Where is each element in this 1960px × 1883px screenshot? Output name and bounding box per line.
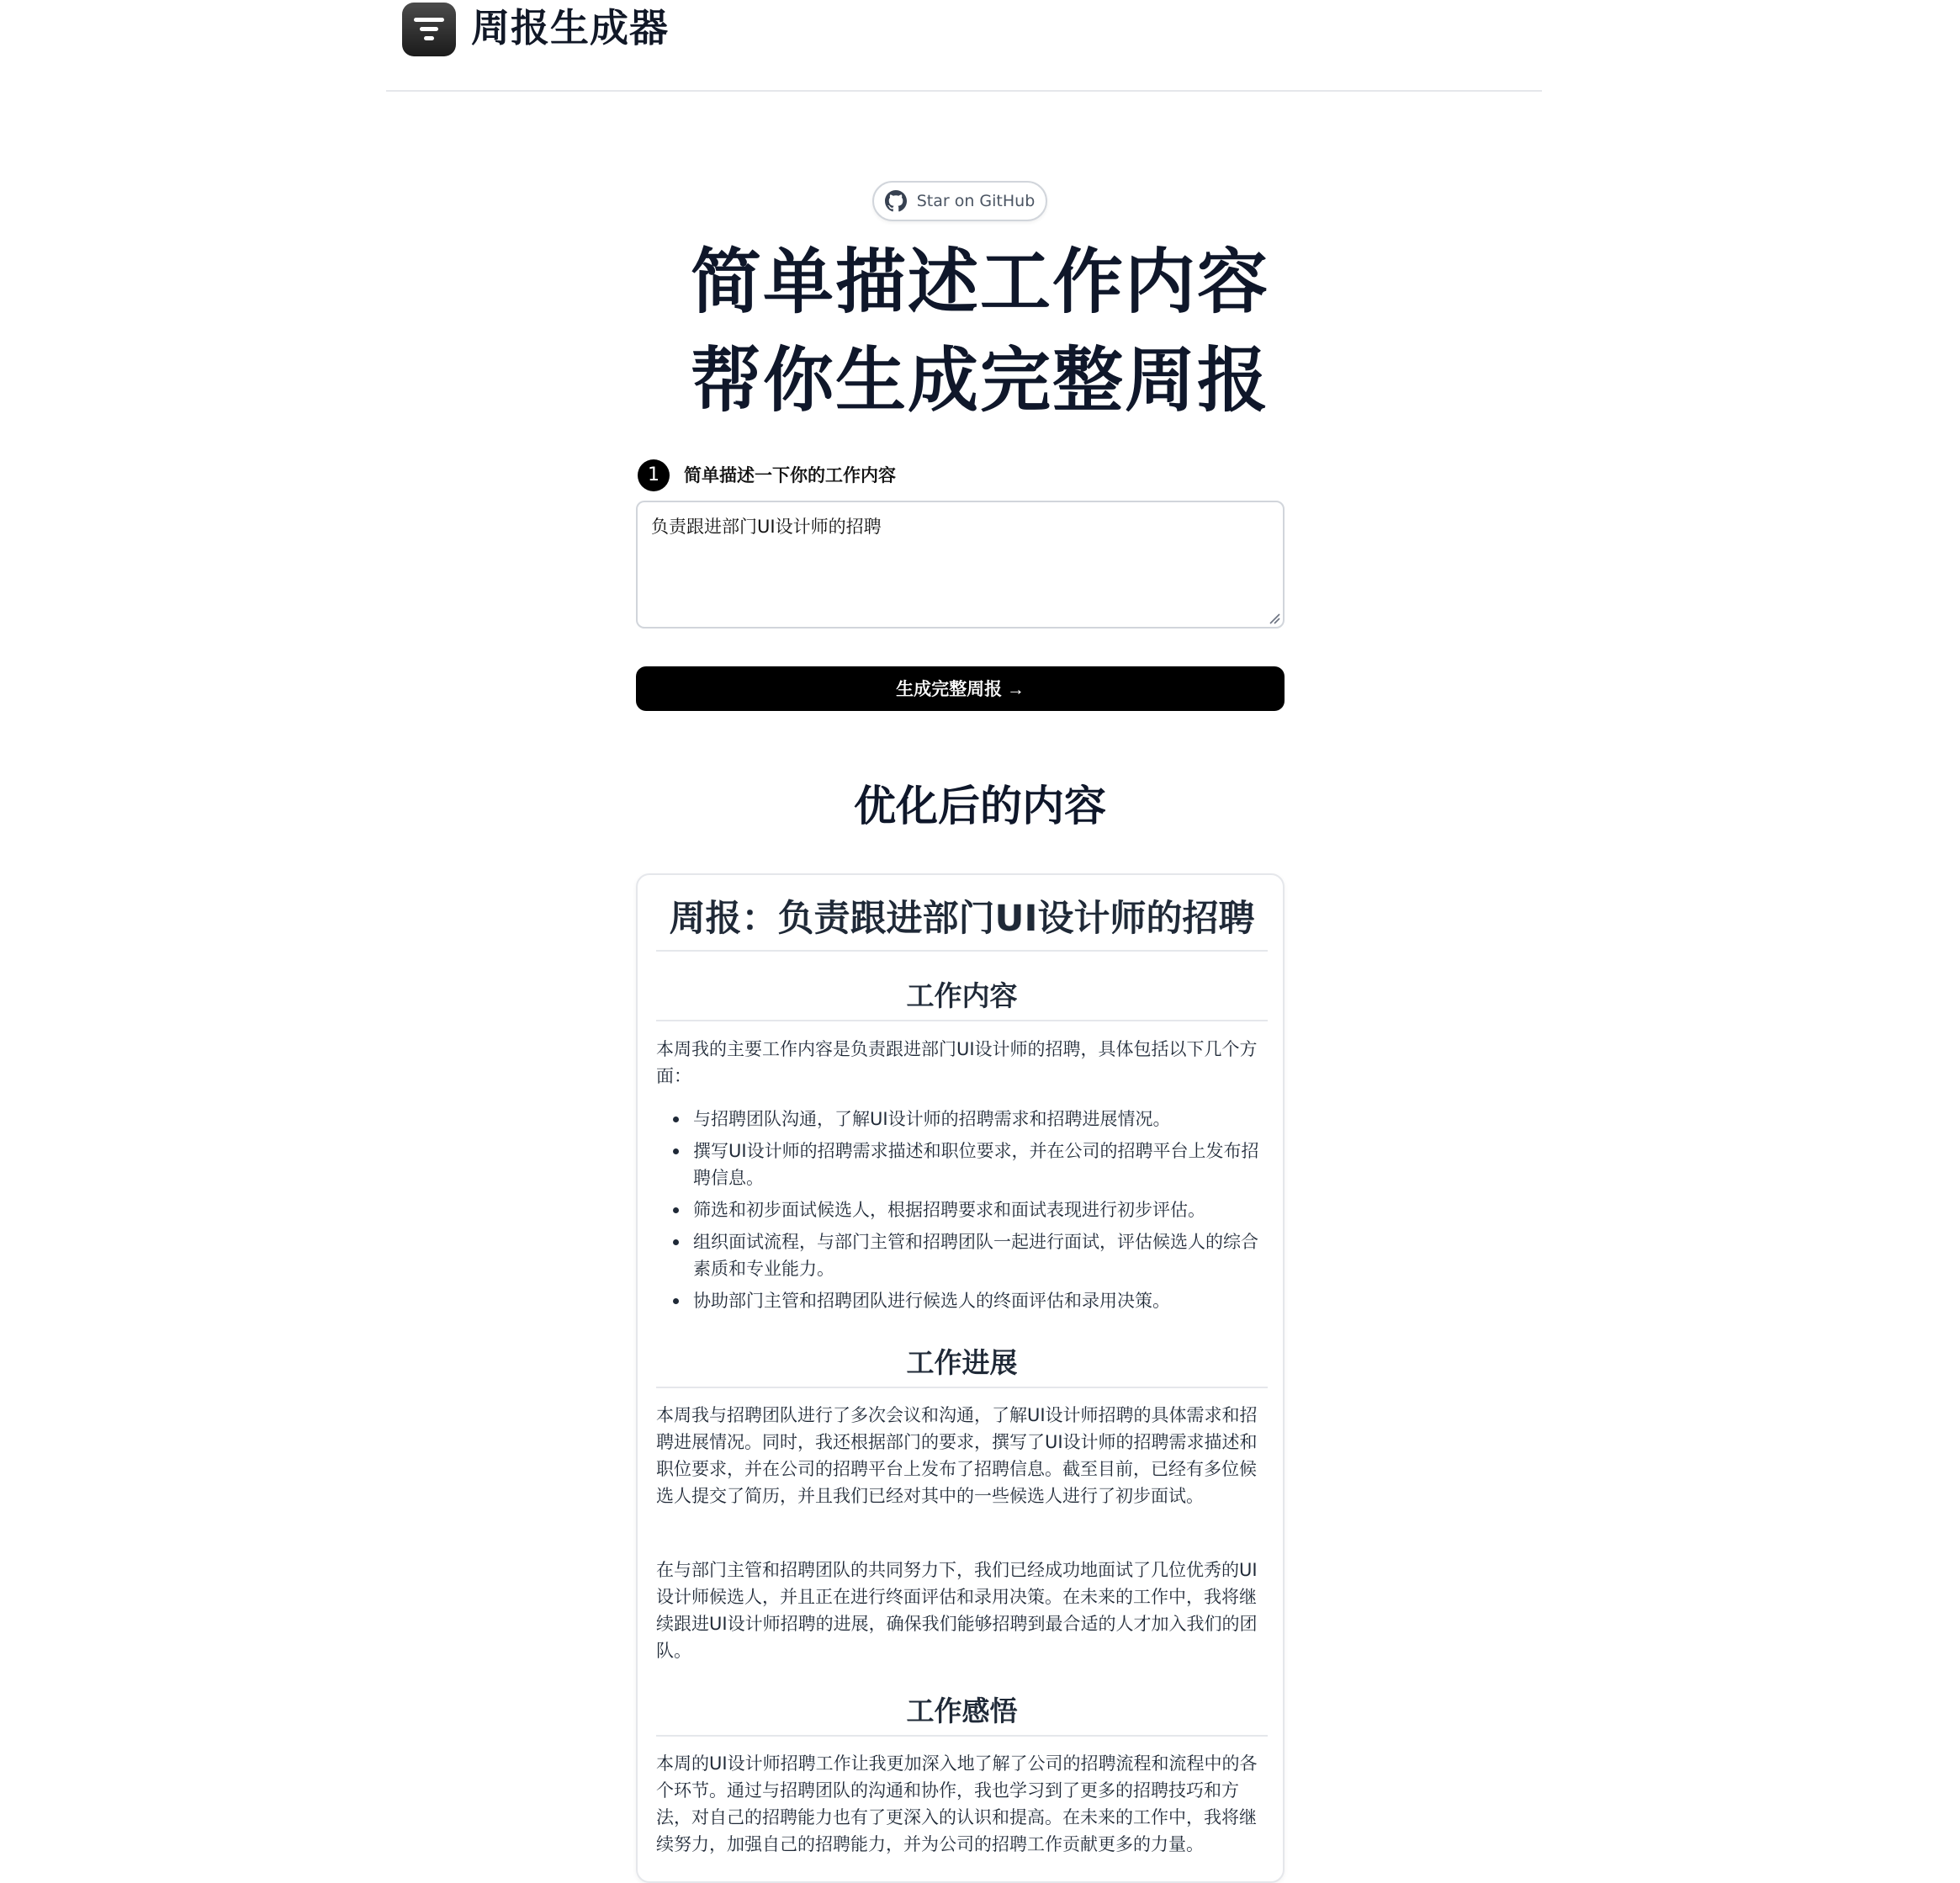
resize-handle-icon[interactable] — [1269, 613, 1280, 624]
hero-title-line2: 帮你生成完整周报 — [690, 339, 1269, 422]
github-icon — [885, 190, 907, 212]
list-item: 筛选和初步面试候选人，根据招聘要求和面试表现进行初步评估。 — [656, 1196, 1260, 1223]
section-heading-progress: 工作进展 — [906, 1346, 1018, 1379]
brand-title[interactable]: 周报生成器 — [471, 5, 669, 50]
step-number-badge: 1 — [638, 459, 670, 491]
divider — [656, 1020, 1268, 1021]
paragraph: 本周的UI设计师招聘工作让我更加深入地了解了公司的招聘流程和流程中的各个环节。通过与招聘团队的沟通和协作，我也学习到了更多的招聘技巧和方法，对自己的招聘能力也有了更深入的认识和提高。在未来的工作中，我将继续努力，加强自己的招聘能力，并为公司的招聘工作贡献更多的力量。 — [656, 1753, 1258, 1854]
step-label: 简单描述一下你的工作内容 — [684, 465, 896, 485]
generate-report-button[interactable]: 生成完整周报 → — [636, 666, 1285, 711]
work-items-list — [656, 1106, 1260, 1319]
divider — [656, 1387, 1268, 1388]
section-heading-reflection: 工作感悟 — [906, 1695, 1018, 1727]
paragraph: 在与部门主管和招聘团队的共同努力下，我们已经成功地面试了几位优秀的UI设计师候选人，并且正在进行终面评估和录用决策。在未来的工作中，我将继续跟进UI设计师招聘的进展，确保我们能够招聘到最合适的人才加入我们的团队。 — [656, 1560, 1258, 1661]
report-card — [636, 873, 1285, 1883]
list-item: 组织面试流程，与部门主管和招聘团队一起进行面试，评估候选人的综合素质和专业能力。 — [656, 1228, 1260, 1282]
filter-lines-icon[interactable] — [402, 3, 456, 56]
paragraph: 本周我与招聘团队进行了多次会议和沟通，了解UI设计师招聘的具体需求和招聘进展情况。同时，我还根据部门的要求，撰写了UI设计师的招聘需求描述和职位要求，并在公司的招聘平台上发布了招聘信息。截至目前，已经有多位候选人提交了简历，并且我们已经对其中的一些候选人进行了初步面试。 — [656, 1405, 1258, 1506]
github-label: Star on GitHub — [916, 192, 1036, 210]
section-intro: 本周我的主要工作内容是负责跟进部门UI设计师的招聘，具体包括以下几个方面： — [656, 1039, 1258, 1086]
list-item: 协助部门主管和招聘团队进行候选人的终面评估和录用决策。 — [656, 1287, 1260, 1314]
work-description-input[interactable] — [636, 501, 1285, 629]
result-title: 优化后的内容 — [854, 782, 1106, 830]
list-item: 撰写UI设计师的招聘需求描述和职位要求，并在公司的招聘平台上发布招聘信息。 — [656, 1138, 1260, 1191]
divider — [656, 950, 1268, 952]
divider — [656, 1735, 1268, 1737]
hero-title-line1: 简单描述工作内容 — [690, 241, 1269, 323]
report-title: 周报：负责跟进部门UI设计师的招聘 — [669, 898, 1255, 940]
section-heading-work-content: 工作内容 — [906, 979, 1018, 1012]
app-header — [386, 0, 1542, 92]
list-item: 与招聘团队沟通，了解UI设计师的招聘需求和招聘进展情况。 — [656, 1106, 1260, 1132]
star-on-github-button[interactable] — [872, 181, 1047, 221]
